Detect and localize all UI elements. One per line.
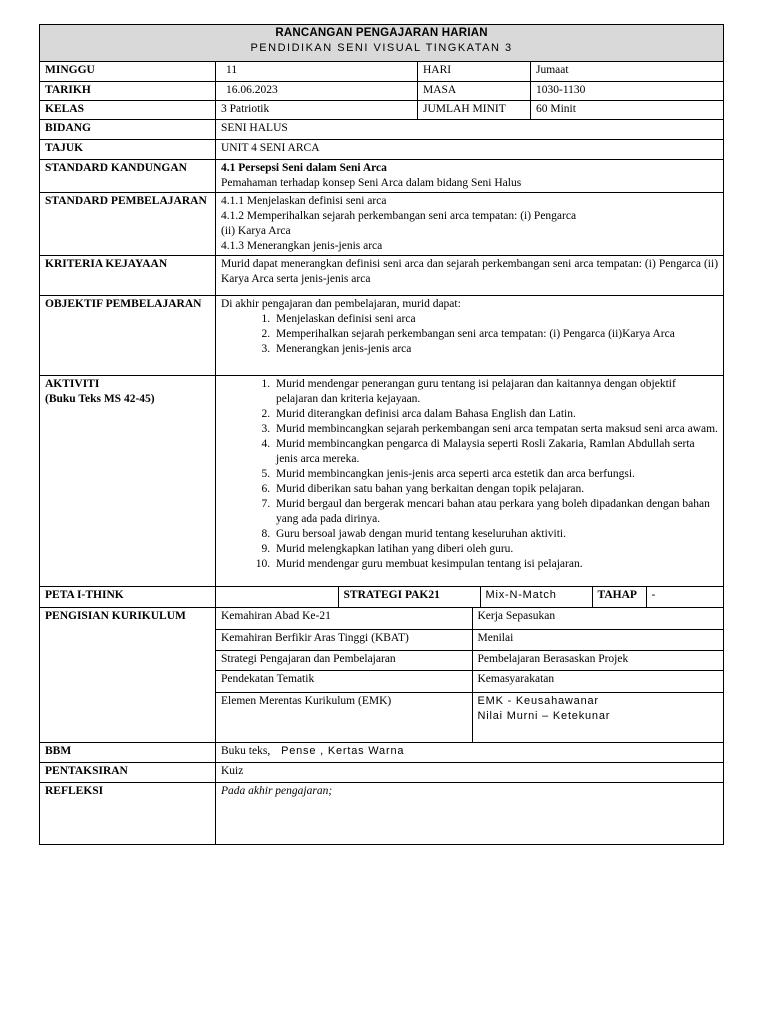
kelas-value: 3 Patriotik [216, 101, 418, 120]
hari-value: Jumaat [531, 62, 724, 82]
pentaksiran-value: Kuiz [216, 763, 724, 783]
document-subtitle: PENDIDIKAN SENI VISUAL TINGKATAN 3 [250, 42, 513, 54]
bidang-value: SENI HALUS [216, 120, 724, 140]
standard-pembelajaran-line: 4.1.2 Memperihalkan sejarah perkembangan seni arca tempatan: (i) Pengarca [221, 210, 577, 222]
pengisian-key: Strategi Pengajaran dan Pembelajaran [216, 650, 472, 670]
hari-label: HARI [418, 62, 531, 82]
aktiviti-item: 10. Murid mendengar guru membuat kesimpulan tentang isi pelajaran. [273, 557, 718, 572]
lesson-plan-table [39, 24, 724, 845]
tajuk-label: TAJUK [40, 140, 216, 160]
aktiviti-item: 8. Guru bersoal jawab dengan murid tentang keseluruhan aktiviti. [273, 527, 718, 542]
aktiviti-item: 6. Murid diberikan satu bahan yang berkaitan dengan topik pelajaran. [273, 482, 718, 497]
document-title: RANCANGAN PENGAJARAN HARIAN [275, 27, 488, 39]
refleksi-value: Pada akhir pengajaran; [216, 783, 724, 845]
aktiviti-item: 2. Murid diterangkan definisi arca dalam Bahasa English dan Latin. [273, 407, 718, 422]
aktiviti-item-list [221, 377, 718, 572]
minggu-label: MINGGU [40, 62, 216, 82]
tajuk-value: UNIT 4 SENI ARCA [216, 140, 724, 160]
aktiviti-item: 4. Murid membincangkan pengarca di Malaysia seperti Rosli Zakaria, Ramlan Abdullah serta jenis arca mereka. [273, 437, 718, 467]
pengisian-key: Kemahiran Berfikir Aras Tinggi (KBAT) [216, 629, 472, 650]
pengisian-value [472, 692, 723, 742]
kelas-label: KELAS [40, 101, 216, 120]
strategi-pak21-value: Mix-N-Match [480, 587, 592, 607]
objektif-item: 2. Memperihalkan sejarah perkembangan seni arca tempatan: (i) Pengarca (ii)Karya Arca [273, 327, 718, 342]
objektif-label: OBJEKTIF PEMBELAJARAN [40, 296, 216, 376]
objektif-item-list [221, 312, 718, 357]
standard-pembelajaran-line: 4.1.1 Menjelaskan definisi seni arca [221, 195, 387, 207]
pengisian-key: Kemahiran Abad Ke-21 [216, 608, 472, 629]
pengisian-value: Menilai [472, 629, 723, 650]
refleksi-label: REFLEKSI [40, 783, 216, 845]
tarikh-label: TARIKH [40, 82, 216, 101]
aktiviti-item: 5. Murid membincangkan jenis-jenis arca seperti arca estetik dan arca berfungsi. [273, 467, 718, 482]
tahap-value: - [651, 589, 656, 601]
tarikh-value: 16.06.2023 [216, 82, 418, 101]
pentaksiran-label: PENTAKSIRAN [40, 763, 216, 783]
objektif-value [216, 296, 724, 376]
bidang-label: BIDANG [40, 120, 216, 140]
pengisian-kurikulum-label: PENGISIAN KURIKULUM [40, 608, 216, 743]
aktiviti-sublabel: (Buku Teks MS 42-45) [45, 393, 155, 405]
pengisian-subtable [216, 608, 723, 742]
bbm-value [216, 743, 724, 763]
objektif-intro: Di akhir pengajaran dan pembelajaran, murid dapat: [221, 298, 461, 310]
bbm-label: BBM [40, 743, 216, 763]
peta-ithink-value [216, 587, 338, 607]
standard-pembelajaran-label: STANDARD PEMBELAJARAN [40, 193, 216, 256]
standard-pembelajaran-line: (ii) Karya Arca [221, 225, 291, 237]
strategi-pak21-label: STRATEGI PAK21 [338, 587, 480, 607]
pengisian-key: Elemen Merentas Kurikulum (EMK) [216, 692, 472, 742]
minggu-value: 11 [216, 62, 418, 82]
aktiviti-label: AKTIVITI [45, 378, 100, 390]
standard-kandungan-label: STANDARD KANDUNGAN [40, 160, 216, 193]
standard-pembelajaran-line: 4.1.3 Menerangkan jenis-jenis arca [221, 240, 383, 252]
pengisian-kurikulum-cell [216, 608, 724, 743]
standard-pembelajaran-line-list [221, 194, 718, 254]
peta-row-cell [216, 587, 724, 608]
bbm-prefix: Buku teks, [221, 745, 271, 757]
pengisian-key: Pendekatan Tematik [216, 670, 472, 692]
pengisian-value: Pembelajaran Berasaskan Projek [472, 650, 723, 670]
masa-label: MASA [418, 82, 531, 101]
pengisian-value: Kemasyarakatan [472, 670, 723, 692]
bbm-items: Pense , Kertas Warna [281, 745, 405, 757]
emk-line: EMK - Keusahawanar [477, 694, 599, 707]
jumlah-minit-value: 60 Minit [531, 101, 724, 120]
peta-subtable [216, 587, 723, 607]
standard-kandungan-text: Pemahaman terhadap konsep Seni Arca dalam bidang Seni Halus [221, 177, 522, 189]
standard-pembelajaran-value [216, 193, 724, 256]
aktiviti-value [216, 376, 724, 587]
aktiviti-item: 9. Murid melengkapkan latihan yang diberi oleh guru. [273, 542, 718, 557]
kriteria-kejayaan-label: KRITERIA KEJAYAAN [40, 256, 216, 296]
objektif-item: 3. Menerangkan jenis-jenis arca [273, 342, 718, 357]
standard-kandungan-value [216, 160, 724, 193]
aktiviti-item: 7. Murid bergaul dan bergerak mencari bahan atau perkara yang boleh dipadankan dengan bahan yang ada pada dirinya. [273, 497, 718, 527]
jumlah-minit-label: JUMLAH MINIT [418, 101, 531, 120]
peta-ithink-label: PETA I-THINK [40, 587, 216, 608]
masa-value: 1030-1130 [531, 82, 724, 101]
kriteria-kejayaan-value: Murid dapat menerangkan definisi seni arca dan sejarah perkembangan seni arca tempatan: (i) Pengarca (ii) Karya Arca serta jenis-jenis arca [216, 256, 724, 296]
tahap-label: TAHAP [592, 587, 646, 607]
aktiviti-item: 1. Murid mendengar penerangan guru tentang isi pelajaran dan kaitannya dengan objektif pelajaran dan kriteria kejayaan. [273, 377, 718, 407]
objektif-item: 1. Menjelaskan definisi seni arca [273, 312, 718, 327]
pengisian-value: Kerja Sepasukan [472, 608, 723, 629]
nilai-murni-line: Nilai Murni – Ketekunar [477, 709, 611, 722]
document-header [40, 25, 724, 62]
aktiviti-label-cell [40, 376, 216, 587]
standard-kandungan-heading: 4.1 Persepsi Seni dalam Seni Arca [221, 162, 387, 174]
aktiviti-item: 3. Murid membincangkan sejarah perkembangan seni arca tempatan serta maksud seni arca awam. [273, 422, 718, 437]
